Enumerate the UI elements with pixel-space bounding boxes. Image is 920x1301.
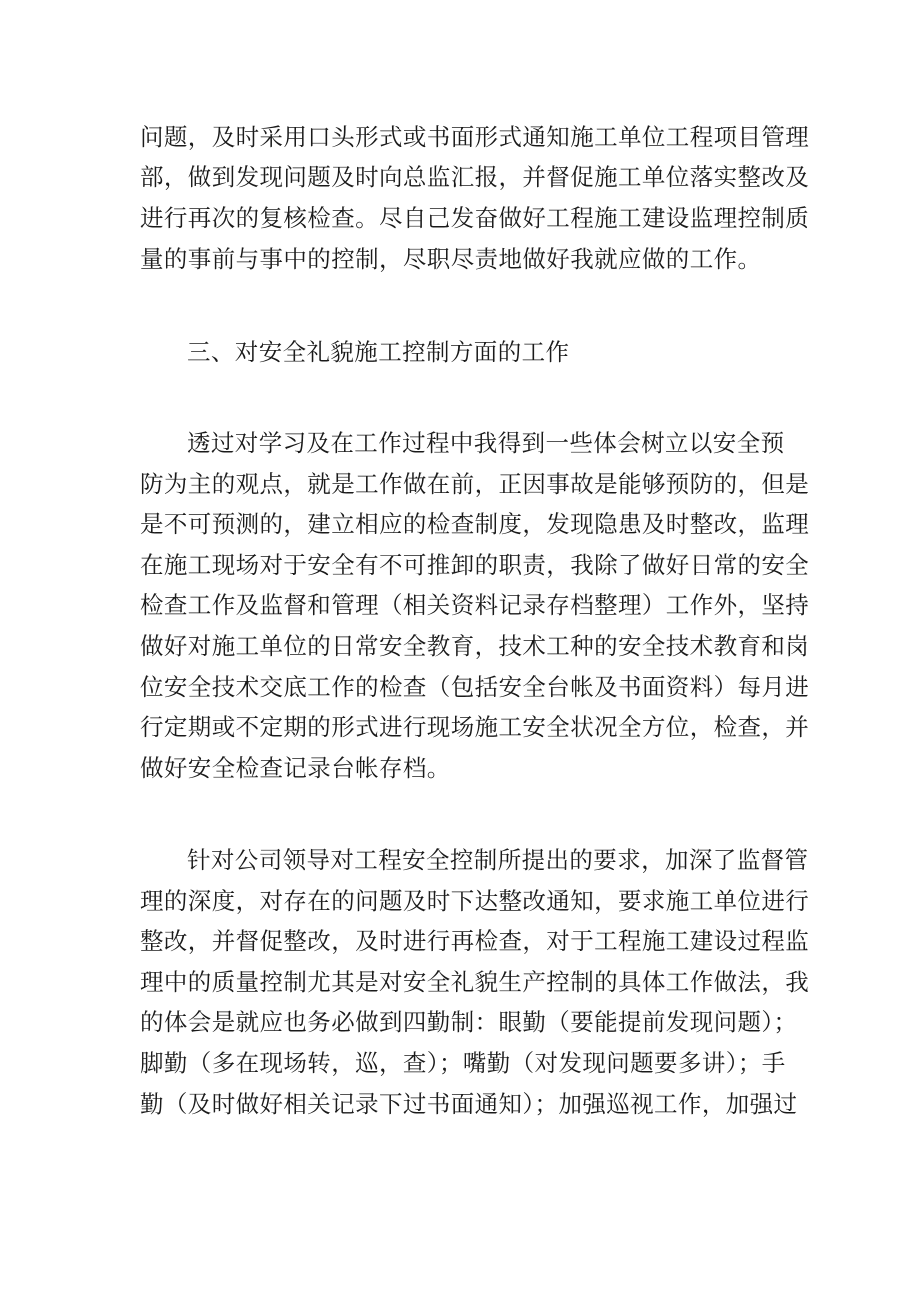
paragraph-3-line-4: 理中的质量控制尤其是对安全礼貌生产控制的具体工作做法，我 [140, 968, 810, 996]
paragraph-2-line-4: 在施工现场对于安全有不可推卸的职责，我除了做好日常的安全 [140, 551, 810, 579]
paragraph-3-line-3: 整改，并督促整改，及时进行再检查，对于工程施工建设过程监 [140, 927, 810, 955]
paragraph-2-line-8: 行定期或不定期的形式进行现场施工安全状况全方位，检查，并 [140, 713, 810, 741]
paragraph-1-line-4: 量的事前与事中的控制，尽职尽责地做好我就应做的工作。 [140, 245, 762, 273]
paragraph-1-line-2: 部，做到发现问题及时向总监汇报，并督促施工单位落实整改及 [140, 163, 810, 191]
paragraph-2-line-5: 检查工作及监督和管理（相关资料记录存档整理）工作外，坚持 [140, 591, 810, 619]
paragraph-2-line-7: 位安全技术交底工作的检查（包括安全台帐及书面资料）每月进 [140, 673, 810, 701]
paragraph-3-line-1: 针对公司领导对工程安全控制所提出的要求，加深了监督管 [187, 846, 809, 874]
paragraph-3-line-7: 勤（及时做好相关记录下过书面通知）；加强巡视工作，加强过 [140, 1090, 798, 1118]
paragraph-2-line-2: 防为主的观点，就是工作做在前，正因事故是能够预防的，但是 [140, 470, 810, 498]
paragraph-3-line-2: 理的深度，对存在的问题及时下达整改通知，要求施工单位进行 [140, 887, 810, 915]
section-heading: 三、对安全礼貌施工控制方面的工作 [187, 338, 570, 366]
paragraph-1-line-1: 问题，及时采用口头形式或书面形式通知施工单位工程项目管理 [140, 123, 810, 151]
paragraph-1-line-3: 进行再次的复核检查。尽自己发奋做好工程施工建设监理控制质 [140, 204, 810, 232]
paragraph-3-line-6: 脚勤（多在现场转，巡，查）；嘴勤（对发现问题要多讲）；手 [140, 1049, 786, 1077]
paragraph-2-line-9: 做好安全检查记录台帐存档。 [140, 754, 451, 782]
paragraph-3-line-5: 的体会是就应也务必做到四勤制：眼勤（要能提前发现问题）； [140, 1008, 798, 1036]
paragraph-2-line-3: 是不可预测的，建立相应的检查制度，发现隐患及时整改，监理 [140, 510, 810, 538]
paragraph-2-line-6: 做好对施工单位的日常安全教育，技术工种的安全技术教育和岗 [140, 632, 810, 660]
paragraph-2-line-1: 透过对学习及在工作过程中我得到一些体会树立以安全预 [187, 429, 785, 457]
